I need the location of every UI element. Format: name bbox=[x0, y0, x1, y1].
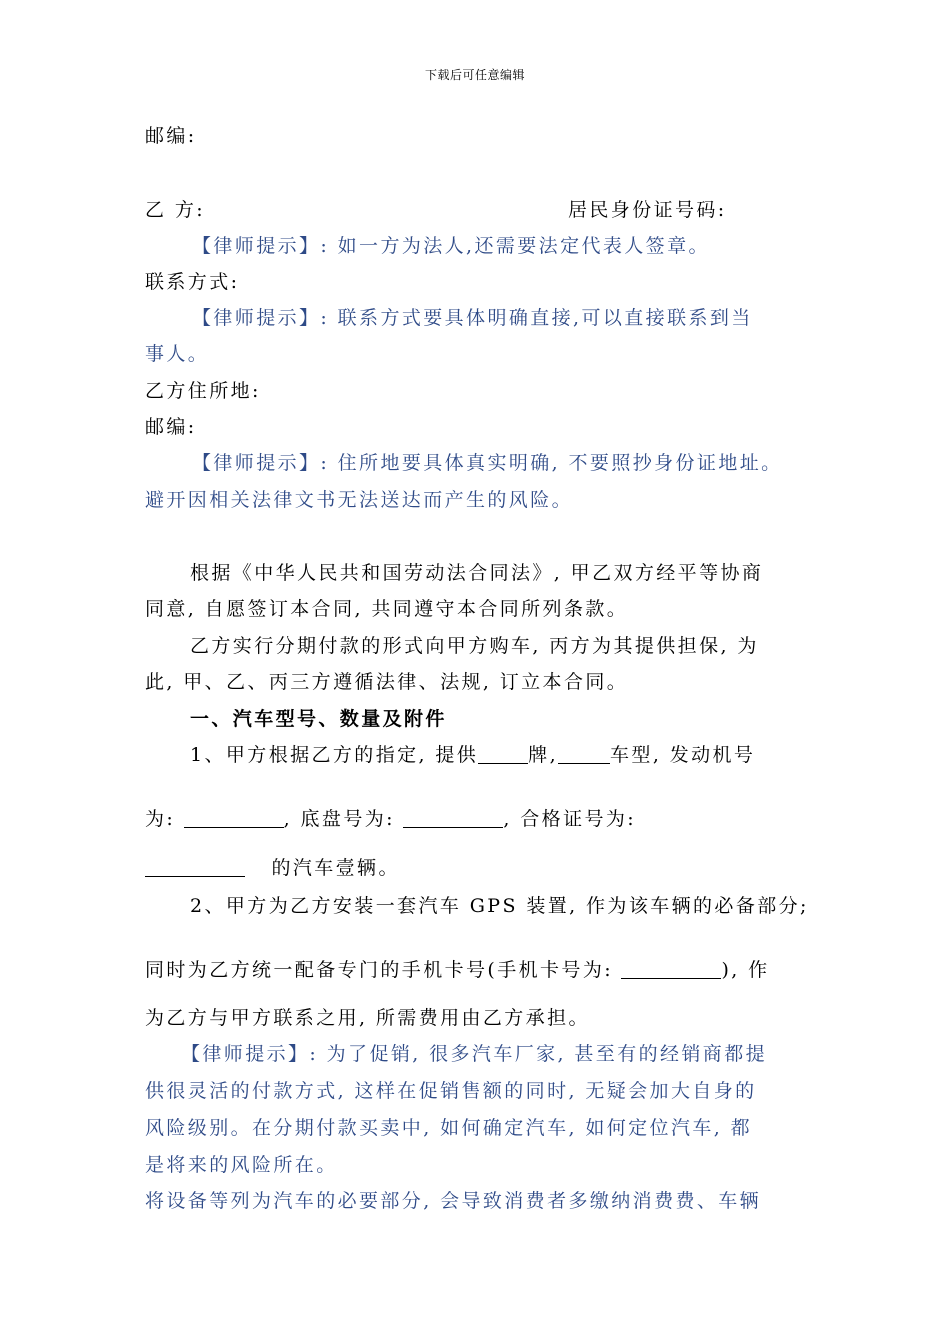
paragraph-2-line-1: 乙方实行分期付款的形式向甲方购车, 丙方为其提供担保, 为 bbox=[190, 635, 759, 657]
item-1-line-2 bbox=[145, 806, 636, 832]
contact-label: 联系方式: bbox=[145, 271, 240, 293]
party-b-label: 乙 方: bbox=[145, 199, 206, 221]
lawyer-tip-2-line-1: 【律师提示】: 联系方式要具体明确直接,可以直接联系到当 bbox=[192, 307, 753, 329]
item-2-text-c: ), 作 bbox=[721, 959, 770, 981]
phone-card-number-blank[interactable] bbox=[621, 958, 721, 979]
item-1-text-f: , 合格证号为: bbox=[503, 808, 637, 830]
paragraph-2-line-2: 此, 甲、乙、丙三方遵循法律、法规, 订立本合同。 bbox=[145, 671, 629, 693]
lawyer-tip-4-line-2: 供很灵活的付款方式, 这样在促销售额的同时, 无疑会加大自身的 bbox=[145, 1080, 757, 1102]
item-2-line-3: 为乙方与甲方联系之用, 所需费用由乙方承担。 bbox=[145, 1007, 590, 1029]
lawyer-tip-4-line-3: 风险级别。在分期付款买卖中, 如何确定汽车, 如何定位汽车, 都 bbox=[145, 1117, 753, 1139]
item-1-text-c: 车型, 发动机号 bbox=[610, 744, 756, 766]
item-1-text-e: , 底盘号为: bbox=[283, 808, 395, 830]
postcode-label-2: 邮编: bbox=[145, 416, 197, 438]
address-label: 乙方住所地: bbox=[145, 380, 261, 402]
item-2-line-1: 2、甲方为乙方安装一套汽车 GPS 装置, 作为该车辆的必备部分; bbox=[190, 895, 809, 917]
lawyer-tip-4-line-1: 【律师提示】: 为了促销, 很多汽车厂家, 甚至有的经销商都提 bbox=[181, 1043, 768, 1065]
model-blank[interactable] bbox=[558, 743, 610, 764]
item-1-line-3 bbox=[145, 855, 400, 881]
brand-blank[interactable] bbox=[478, 743, 528, 764]
paragraph-1-line-2: 同意, 自愿签订本合同, 共同遵守本合同所列条款。 bbox=[145, 598, 629, 620]
item-2-text-b: 同时为乙方统一配备专门的手机卡号(手机卡号为: bbox=[145, 959, 614, 981]
item-1-line-1 bbox=[190, 742, 755, 768]
lawyer-tip-4-line-4: 是将来的风险所在。 bbox=[145, 1154, 338, 1176]
chassis-number-blank[interactable] bbox=[403, 807, 503, 828]
item-1-text-g: 的汽车壹辆。 bbox=[271, 857, 400, 879]
id-number-label: 居民身份证号码: bbox=[568, 199, 727, 221]
page-header: 下载后可任意编辑 bbox=[424, 68, 525, 82]
item-1-text-b: 牌, bbox=[528, 744, 559, 766]
paragraph-1-line-1: 根据《中华人民共和国劳动法合同法》, 甲乙双方经平等协商 bbox=[190, 562, 764, 584]
engine-number-blank[interactable] bbox=[184, 807, 284, 828]
lawyer-tip-4-line-5: 将设备等列为汽车的必要部分, 会导致消费者多缴纳消费费、车辆 bbox=[145, 1190, 762, 1212]
item-1-text-a: 1、甲方根据乙方的指定, 提供 bbox=[190, 744, 479, 766]
lawyer-tip-3-line-1: 【律师提示】: 住所地要具体真实明确, 不要照抄身份证地址。 bbox=[192, 452, 783, 474]
item-1-text-d: 为: bbox=[145, 808, 176, 830]
lawyer-tip-1: 【律师提示】: 如一方为法人,还需要法定代表人签章。 bbox=[192, 235, 710, 257]
postcode-label-1: 邮编: bbox=[145, 125, 197, 147]
certificate-number-blank[interactable] bbox=[145, 856, 245, 877]
party-b-row bbox=[145, 197, 845, 223]
lawyer-tip-2-line-2: 事人。 bbox=[145, 343, 210, 365]
lawyer-tip-3-line-2: 避开因相关法律文书无法送达而产生的风险。 bbox=[145, 489, 574, 511]
item-2-line-2 bbox=[145, 957, 770, 983]
section-1-heading: 一、汽车型号、数量及附件 bbox=[190, 708, 447, 730]
